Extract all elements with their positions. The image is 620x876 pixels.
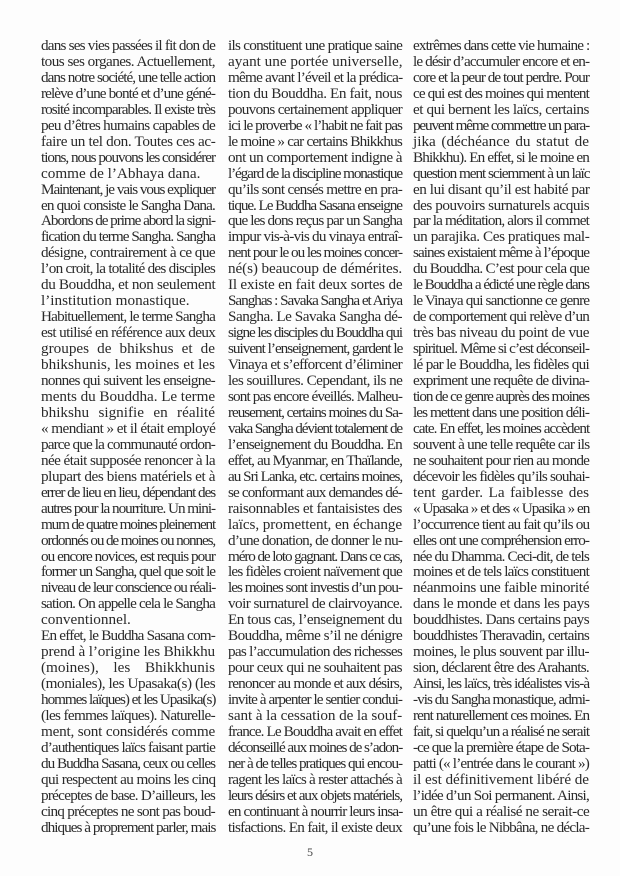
- text-line: faire un tel don. Toutes ces ac-: [41, 132, 216, 150]
- text-line: peuvent même commettre un para-: [413, 116, 589, 134]
- text-line: « Upasaka » et des « Upasika » en: [413, 499, 590, 517]
- text-line: et qui bernent les laïcs, certains: [413, 100, 589, 118]
- text-line: (les femmes laïques). Naturelle-: [41, 707, 215, 725]
- text-line: sation. On appelle cela le Sangha: [41, 595, 215, 613]
- text-line: ner à de telles pratiques qui encou-: [228, 754, 402, 772]
- text-line: ne souhaitent pour rien au monde: [413, 451, 589, 469]
- text-line: Habituellement, le terme Sangha: [41, 308, 216, 326]
- text-line: tions, nous pouvons les considérer: [41, 148, 215, 166]
- text-line: bhikshunis, les moines et les: [41, 356, 215, 374]
- text-line: pas l’accumulation des richesses: [228, 643, 402, 661]
- text-line: par la méditation, alors il commet: [413, 212, 589, 230]
- text-line: est utilisé en référence aux deux: [41, 324, 216, 342]
- text-line: -vis du Sangha monastique, admi-: [413, 691, 590, 709]
- text-line: des pouvoirs surnaturels acquis: [413, 196, 590, 214]
- text-line: question ment sciemment à un laïc: [413, 164, 590, 182]
- text-line: former un Sangha, quel que soit le: [41, 563, 215, 581]
- text-line: conventionnel.: [41, 611, 131, 629]
- text-line: pour ceux qui ne souhaitent pas: [228, 659, 402, 677]
- text-line: né(s) beaucoup de démérites.: [228, 260, 403, 278]
- text-line: Sangha. Le Savaka Sangha dé-: [228, 308, 402, 326]
- text-line: relève d’une bonté et d’une géné-: [41, 84, 215, 102]
- text-line: effet, au Myanmar, en Thaïlande,: [228, 451, 402, 469]
- text-line: l’institution monastique.: [41, 292, 190, 310]
- text-line: l’idée d’un Soi permanent. Ainsi,: [413, 786, 589, 804]
- text-line: Abordons de prime abord la signi-: [41, 212, 215, 230]
- text-line: il est définitivement libéré de: [413, 770, 589, 788]
- text-line: se conformant aux demandes dé-: [228, 483, 402, 501]
- text-line: extrêmes dans cette vie humaine :: [413, 37, 590, 54]
- text-line: les moines sont investis d’un pou-: [228, 579, 403, 597]
- text-line: (moniales), les Upasaka(s) (les: [41, 675, 216, 693]
- text-line: plupart des biens matériels et à: [41, 467, 215, 485]
- text-line: mum de quatre moines pleinement: [41, 515, 216, 533]
- text-line: tisfactions. En fait, il existe deux: [228, 818, 402, 836]
- text-line: désigne, contrairement à ce que: [41, 244, 215, 262]
- text-line: un parajika. Ces pratiques mal-: [413, 228, 590, 246]
- text-line: dans ses vies passées il fit don de: [41, 37, 216, 54]
- text-line: décevoir les fidèles qu’ils souhai-: [413, 467, 590, 485]
- text-line: les souillures. Cependant, ils ne: [228, 372, 403, 390]
- text-line: ici le proverbe « l’habit ne fait pas: [228, 116, 402, 134]
- text-line: Il existe en fait deux sortes de: [228, 276, 403, 294]
- text-line: tion du Bouddha. En fait, nous: [228, 84, 403, 102]
- text-line: rosité incomparables. Il existe très: [41, 100, 215, 118]
- text-line: expriment une requête de divina-: [413, 372, 589, 390]
- text-line: dans notre société, une telle action: [41, 68, 216, 86]
- page-number: 5: [307, 845, 313, 859]
- text-line: très bas niveau du point de vue: [413, 324, 590, 342]
- text-line: méro de loto gagnant. Dans ce cas,: [228, 547, 402, 565]
- text-line: sont pas encore éveillés. Malheu-: [228, 387, 402, 405]
- text-line: invite à arpenter le sentier condui-: [228, 691, 402, 709]
- text-line: souvent à une telle requête car ils: [413, 435, 590, 453]
- text-line: un être qui a réalisé ne serait-ce: [413, 802, 590, 820]
- text-column-3: [413, 38, 589, 836]
- text-line: ils constituent une pratique saine: [228, 37, 403, 54]
- text-line: dans le monde et dans les pays: [413, 595, 590, 613]
- text-line: en lui disant qu’il est habité par: [413, 180, 590, 198]
- text-line: autres pour la nourriture. Un mini-: [41, 499, 216, 517]
- text-line: l’enseignement du Bouddha. En: [228, 435, 402, 453]
- text-line: néanmoins une faible minorité: [413, 579, 590, 597]
- text-line: jika (déchéance du statut de: [413, 132, 589, 150]
- text-line: de comportement qui relève d’un: [413, 308, 589, 326]
- text-line: déconseillé aux moines de s’adon-: [228, 738, 403, 756]
- text-line: née du Dhamma. Ceci-dit, de tels: [413, 547, 589, 565]
- text-line: l’égard de la discipline monastique: [228, 164, 402, 182]
- text-line: core et la peur de tout perdre. Pour: [413, 68, 589, 86]
- text-line: tion de ce genre auprès des moines: [413, 387, 589, 405]
- text-line: en continuant à nourrir leurs insa-: [228, 802, 403, 820]
- text-line: Sanghas : Savaka Sangha et Ariya: [228, 292, 403, 310]
- text-line: En tous cas, l’enseignement du: [228, 611, 402, 629]
- text-line: du Bouddha. C’est pour cela que: [413, 260, 590, 278]
- text-line: voir surnaturel de clairvoyance.: [228, 595, 403, 613]
- text-line: spirituel. Même si c’est déconseil-: [413, 340, 589, 358]
- text-line: bouddhistes Theravadin, certains: [413, 627, 590, 645]
- text-line: leurs désirs et aux objets matériels,: [228, 786, 402, 804]
- text-line: d’une donation, de donner le nu-: [228, 531, 403, 549]
- text-line: pouvons certainement appliquer: [228, 100, 402, 118]
- text-line: d’authentiques laïcs faisant partie: [41, 738, 215, 756]
- text-line: que les dons reçus par un Sangha: [228, 212, 402, 230]
- text-line: qu’ils sont censés mettre en pra-: [228, 180, 403, 198]
- text-line: du Buddha Sasana, ceux ou celles: [41, 754, 215, 772]
- text-line: En effet, le Buddha Sasana com-: [41, 627, 215, 645]
- text-line: dhiques à proprement parler, mais: [41, 818, 216, 836]
- text-line: lé par le Bouddha, les fidèles qui: [413, 356, 589, 374]
- text-line: peu d’êtres humains capables de: [41, 116, 215, 134]
- text-line: ments du Bouddha. Le terme: [41, 387, 215, 405]
- text-line: patti (« l’entrée dans le courant »): [413, 754, 589, 772]
- text-line: ment, sont considérés comme: [41, 722, 215, 740]
- text-line: l’occurrence tient au fait qu’ils ou: [413, 515, 590, 533]
- text-line: cinq préceptes ne sont pas boud-: [41, 802, 215, 820]
- text-line: fait, si quelqu’un a réalisé ne serait: [413, 722, 590, 740]
- text-line: Maintenant, je vais vous expliquer: [41, 180, 215, 198]
- text-line: qu’une fois le Nibbâna, ne décla-: [413, 818, 589, 836]
- text-line: même avant l’éveil et la prédica-: [228, 68, 403, 86]
- text-line: le Bouddha a édicté une règle dans: [413, 276, 589, 294]
- text-line: ordonnés ou de moines ou nonnes,: [41, 531, 216, 549]
- text-line: « mendiant » et il était employé: [41, 419, 216, 437]
- text-line: -ce que la première étape de Sota-: [413, 738, 589, 756]
- text-line: ou encore novices, est requis pour: [41, 547, 215, 565]
- text-line: ayant une portée universelle,: [228, 52, 403, 70]
- text-line: comme de l’Abhaya dana.: [41, 164, 201, 182]
- text-line: impur vis-à-vis du vinaya entraî-: [228, 228, 403, 246]
- text-line: vaka Sangha dévient totalement de: [228, 419, 402, 437]
- text-line: tique. Le Buddha Sasana enseigne: [228, 196, 402, 214]
- text-line: hommes laïques) et les Upasika(s): [41, 691, 216, 709]
- text-line: les mettent dans une position déli-: [413, 403, 589, 421]
- text-line: ce qui est des moines qui mentent: [413, 84, 589, 102]
- text-line: le Vinaya qui sanctionne ce genre: [413, 292, 590, 310]
- text-line: le désir d’accumuler encore et en-: [413, 52, 590, 70]
- text-line: les fidèles croient naïvement que: [228, 563, 402, 581]
- text-line: cate. En effet, les moines accèdent: [413, 419, 590, 437]
- text-line: (moines), les Bhikkhunis: [41, 659, 215, 677]
- text-line: prend à l’origine les Bhikkhu: [41, 643, 215, 661]
- text-line: préceptes de base. D’ailleurs, les: [41, 786, 216, 804]
- text-line: renoncer au monde et aux désirs,: [228, 675, 402, 693]
- text-line: parce que la communauté ordon-: [41, 435, 215, 453]
- text-line: sion, déclarent être des Arahants.: [413, 659, 589, 677]
- text-column-1: [41, 38, 215, 836]
- text-line: Bouddha, même s’il ne dénigre: [228, 627, 403, 645]
- text-line: bouddhistes. Dans certains pays: [413, 611, 590, 629]
- text-line: elles ont une compréhension erro-: [413, 531, 589, 549]
- text-line: raisonnables et fantaisistes des: [228, 499, 402, 517]
- text-line: au Sri Lanka, etc. certains moines,: [228, 467, 403, 485]
- text-line: laïcs, promettent, en échange: [228, 515, 402, 533]
- text-line: tous ses organes. Actuellement,: [41, 52, 215, 70]
- text-line: moines et de tels laïcs constituent: [413, 563, 589, 581]
- text-line: suivent l’enseignement, gardent le: [228, 340, 403, 358]
- text-line: qui respectent au moins les cinq: [41, 770, 216, 788]
- text-line: niveau de leur conscience ou réali-: [41, 579, 216, 597]
- text-line: l’on croit, la totalité des disciples: [41, 260, 215, 278]
- text-line: reusement, certains moines du Sa-: [228, 403, 402, 421]
- text-line: fication du terme Sangha. Sangha: [41, 228, 215, 246]
- text-line: ont un comportement indigne à: [228, 148, 402, 166]
- text-line: rent naturellement ces moines. En: [413, 707, 590, 725]
- text-line: nonnes qui suivent les enseigne-: [41, 372, 215, 390]
- text-line: du Bouddha, et non seulement: [41, 276, 216, 294]
- text-line: tent garder. La faiblesse des: [413, 483, 589, 501]
- text-line: le moine » car certains Bhikkhus: [228, 132, 402, 150]
- text-line: sant à la cessation de la souf-: [228, 707, 403, 725]
- text-line: née était supposée renoncer à la: [41, 451, 215, 469]
- text-line: groupes de bhikshus et de: [41, 340, 215, 358]
- text-line: nent pour le ou les moines concer-: [228, 244, 402, 262]
- text-line: en quoi consiste le Sangha Dana.: [41, 196, 215, 214]
- text-line: errer de lieu en lieu, dépendant des: [41, 483, 216, 501]
- text-column-2: [228, 38, 402, 836]
- text-line: france. Le Bouddha avait en effet: [228, 722, 402, 740]
- text-line: Bhikkhu). En effet, si le moine en: [413, 148, 589, 166]
- text-line: Vinaya et s’efforcent d’éliminer: [228, 356, 403, 374]
- text-line: signe les disciples du Bouddha qui: [228, 324, 402, 342]
- text-line: bhikshu signifie en réalité: [41, 403, 215, 421]
- text-line: ragent les laïcs à rester attachés à: [228, 770, 402, 788]
- text-line: moines, le plus souvent par illu-: [413, 643, 589, 661]
- text-line: Ainsi, les laïcs, très idéalistes vis-à: [413, 675, 590, 693]
- text-line: saines existaient même à l’époque: [413, 244, 589, 262]
